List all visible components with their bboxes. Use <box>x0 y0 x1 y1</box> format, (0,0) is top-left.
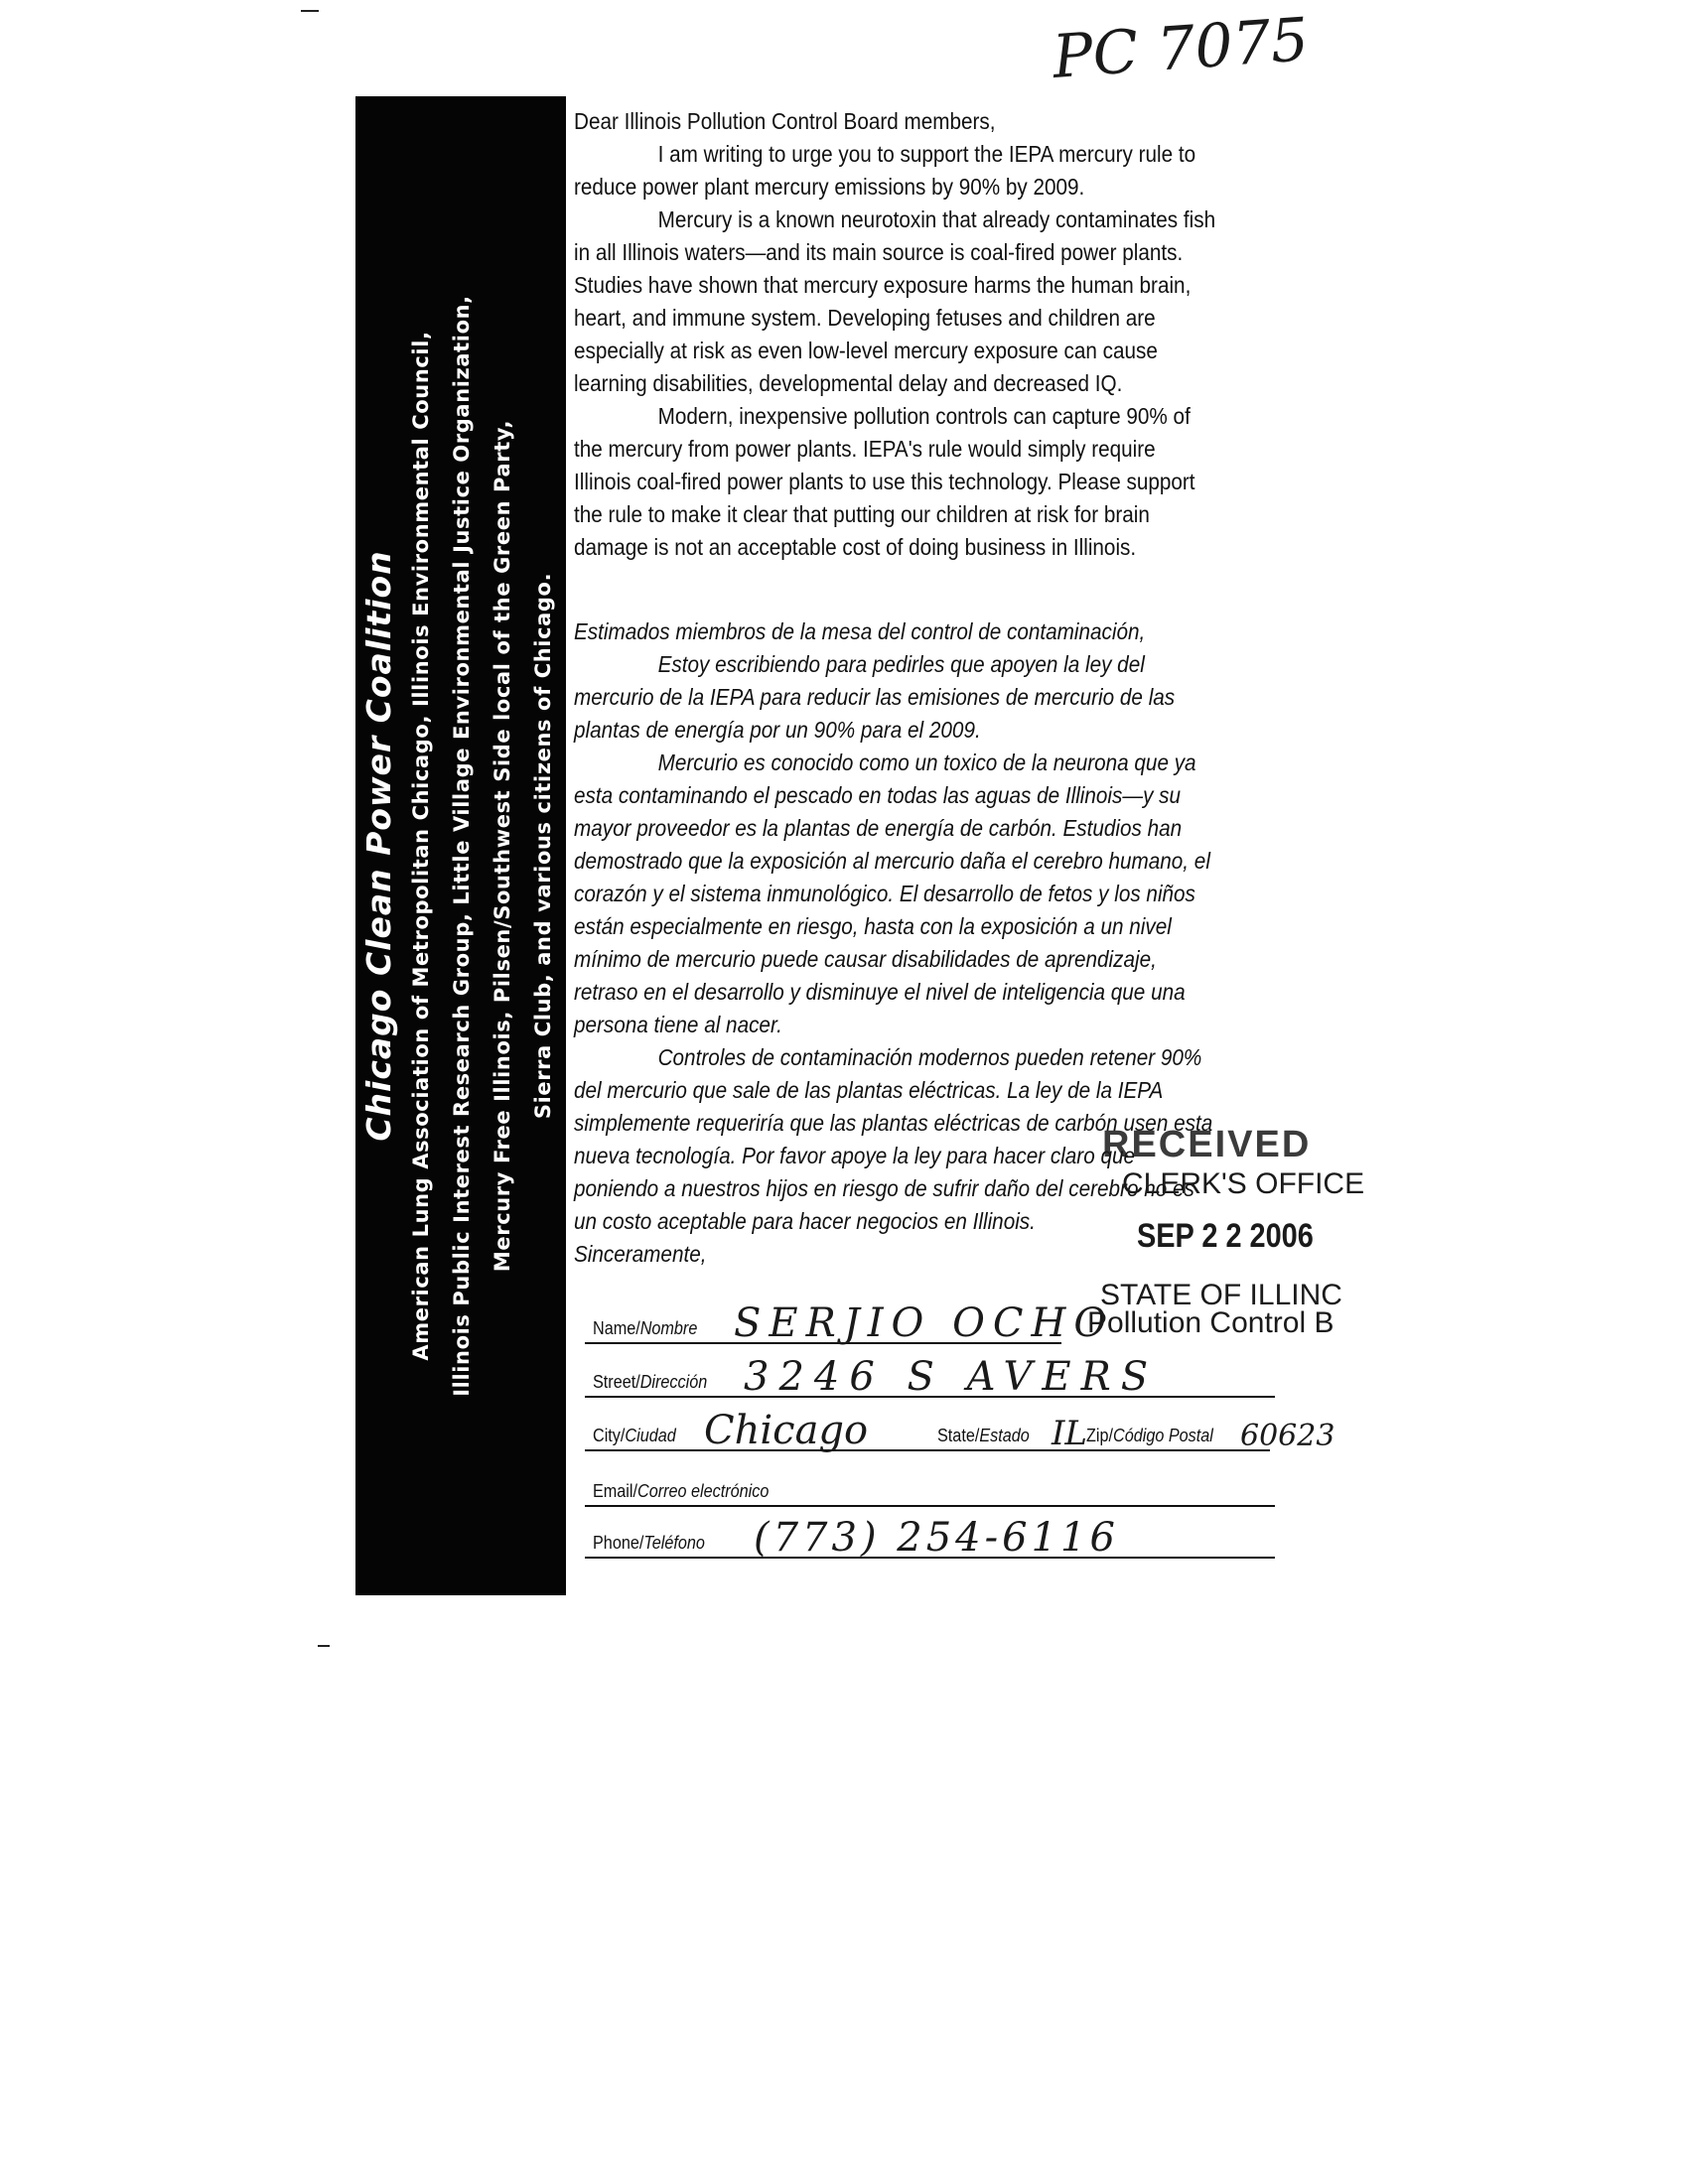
phone-label: Phone/Teléfono <box>593 1533 705 1553</box>
received-stamp-office: CLERK'S OFFICE <box>1122 1167 1365 1200</box>
zip-label: Zip/Código Postal <box>1086 1426 1213 1445</box>
document-number: PC 7075 <box>1050 5 1312 92</box>
salutation-english: Dear Illinois Pollution Control Board members, <box>574 108 996 134</box>
received-stamp-title: RECEIVED <box>1102 1124 1312 1165</box>
phone-row <box>585 1513 1275 1559</box>
scan-mark-left <box>318 1645 330 1647</box>
received-stamp-state: STATE OF ILLINC <box>1100 1279 1342 1311</box>
name-field[interactable]: SERJIO OCHO <box>734 1300 1115 1346</box>
name-label: Name/Nombre <box>593 1318 698 1338</box>
banner-line-3: Mercury Free Illinois, Pilsen/Southwest Side local of the Green Party, <box>491 419 514 1273</box>
zip-field[interactable]: 60623 <box>1240 1419 1335 1453</box>
city-field[interactable]: Chicago <box>704 1408 869 1453</box>
phone-field[interactable]: (773) 254-6116 <box>754 1515 1119 1561</box>
banner-line-2: Illinois Public Interest Research Group, Little Village Environmental Justice Organization, <box>450 295 474 1397</box>
street-row <box>585 1352 1275 1398</box>
city-label: City/Ciudad <box>593 1426 676 1445</box>
name-row <box>585 1298 1115 1346</box>
letter-spanish <box>574 615 1217 1271</box>
email-label: Email/Correo electrónico <box>593 1481 770 1501</box>
banner-title: Chicago Clean Power Coalition <box>359 550 398 1142</box>
street-field[interactable]: 3246 S AVERS <box>744 1354 1159 1400</box>
salutation-spanish: Estimados miembros de la mesa del control de contaminación, <box>574 618 1146 644</box>
banner-line-4: Sierra Club, and various citizens of Chicago. <box>531 572 555 1120</box>
banner-line-1: American Lung Association of Metropolitan Chicago, Illinois Environmental Council, <box>409 331 433 1361</box>
paragraph-english-2: Mercury is a known neurotoxin that already contaminates fish in all Illinois waters—and its main source is coal-fired power plants. Studies have shown that mercury exposure harms the human brain, heart, and immune system. Developing fetuses and children are especially at risk as even low-level mercury exposure can cause learning disabilities, developmental delay and decreased IQ. <box>574 206 1216 396</box>
paragraph-spanish-1: Estoy escribiendo para pedirles que apoyen la ley del mercurio de la IEPA para reducir las emisiones de mercurio de las plantas de energía por un 90% para el 2009. <box>574 651 1176 743</box>
letter-english <box>574 105 1217 564</box>
street-label: Street/Dirección <box>593 1372 708 1392</box>
state-field[interactable]: IL <box>1052 1414 1088 1453</box>
coalition-banner <box>355 96 566 1595</box>
state-label: State/Estado <box>937 1426 1030 1445</box>
received-stamp-date: SEP 2 2 2006 <box>1137 1217 1314 1255</box>
closing-spanish: Sinceramente, <box>574 1241 707 1267</box>
email-row <box>585 1461 1275 1507</box>
scan-mark-top <box>301 10 319 12</box>
paragraph-spanish-3: Controles de contaminación modernos pueden retener 90% del mercurio que sale de las plantas eléctricas. La ley de la IEPA simplemente requeriría que las plantas eléctricas de carbón usen esta nueva tecnología. Por favor apoye la ley para hacer claro que poniendo a nuestros hijos en riesgo de sufrir daño del cerebro no es un costo aceptable para hacer negocios en Illinois. <box>574 1044 1213 1234</box>
received-stamp-board: Pollution Control B <box>1087 1306 1334 1339</box>
paragraph-spanish-2: Mercurio es conocido como un toxico de la neurona que ya esta contaminando el pescado en todas las aguas de Illinois—y su mayor proveedor es la plantas de energía de carbón. Estudios han demostrado que la exposición al mercurio daña el cerebro humano, el corazón y el sistema inmunológico. El desarrollo de fetos y los niños están especialmente en riesgo, hasta con la exposición a un nivel mínimo de mercurio puede causar disabilidades de aprendizaje, retraso en el desarrollo y disminuye el nivel de inteligencia que una persona tiene al nacer. <box>574 750 1210 1037</box>
city-row <box>585 1406 1335 1453</box>
paragraph-english-1: I am writing to urge you to support the IEPA mercury rule to reduce power plant mercury emissions by 90% by 2009. <box>574 141 1196 200</box>
paragraph-english-3: Modern, inexpensive pollution controls can capture 90% of the mercury from power plants. IEPA's rule would simply require Illinois coal-fired power plants to use this technology. Please support the rule to make it clear that putting our children at risk for brain damage is not an acceptable cost of doing business in Illinois. <box>574 403 1195 560</box>
